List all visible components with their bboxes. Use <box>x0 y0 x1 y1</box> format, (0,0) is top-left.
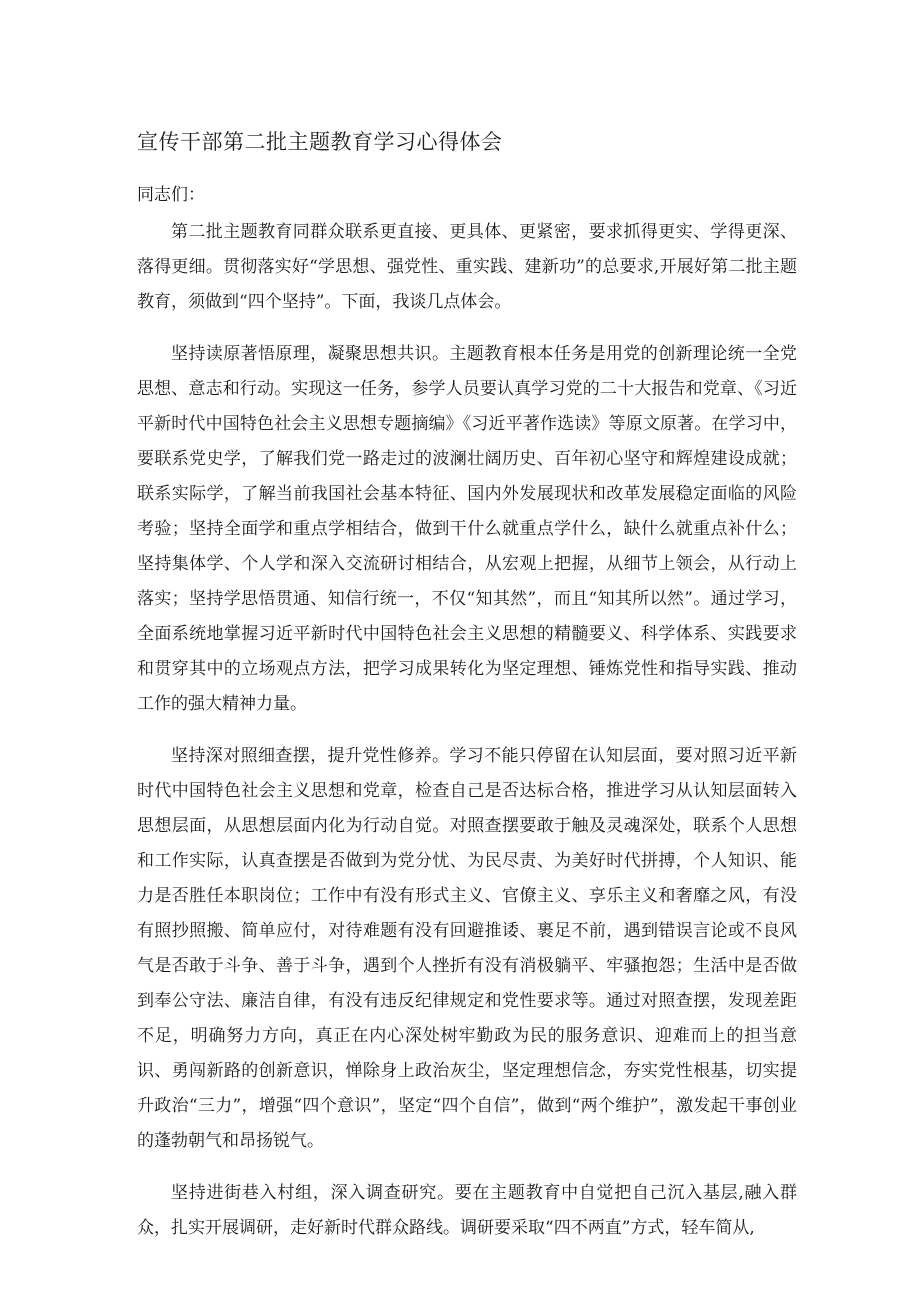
document-body <box>137 215 797 1263</box>
document-title: 宣传干部第二批主题教育学习心得体会 <box>137 130 503 154</box>
paragraph-study-original-works: 坚持读原著悟原理，凝聚思想共识。主题教育根本任务是用党的创新理论统一全党思想、意志和行动。实现这一任务，参学人员要认真学习党的二十大报告和党章、《习近平新时代中国特色社会主义思想专题摘编》《习近平著作选读》等原文原著。在学习中，要联系党史学，了解我们党一路走过的波澜壮阔历史、百年初心坚守和辉煌建设成就；联系实际学，了解当前我国社会基本特征、国内外发展现状和改革发展稳定面临的风险考验；坚持全面学和重点学相结合，做到干什么就重点学什么，缺什么就重点补什么；坚持集体学、个人学和深入交流研讨相结合，从宏观上把握，从细节上领会，从行动上落实；坚持学思悟贯通、知信行统一，不仅“知其然”，而且“知其所以然”。通过学习，全面系统地掌握习近平新时代中国特色社会主义思想的精髓要义、科学体系、实践要求和贯穿其中的立场观点方法，把学习成果转化为坚定理想、锤炼党性和指导实践、推动工作的强大精神力量。 <box>137 344 797 714</box>
paragraph-field-research: 坚持进街巷入村组，深入调查研究。要在主题教育中自觉把自己沉入基层,融入群众，扎实开展调研，走好新时代群众路线。调研要采取“四不两直”方式，轻车简从, <box>137 1183 797 1238</box>
salutation: 同志们： <box>137 185 205 205</box>
paragraph-self-examination: 坚持深对照细查摆，提升党性修养。学习不能只停留在认知层面，要对照习近平新时代中国特色社会主义思想和党章，检查自己是否达标合格，推进学习从认知层面转入思想层面，从思想层面内化为行动自觉。对照查摆要敢于触及灵魂深处，联系个人思想和工作实际，认真查摆是否做到为党分忧、为民尽责、为美好时代拼搏，个人知识、能力是否胜任本职岗位；工作中有没有形式主义、官僚主义、享乐主义和奢靡之风，有没有照抄照搬、简单应付，对待难题有没有回避推诿、裹足不前，遇到错误言论或不良风气是否敢于斗争、善于斗争，遇到个人挫折有没有消极躺平、牢骚抱怨；生活中是否做到奉公守法、廉洁自律，有没有违反纪律规定和党性要求等。通过对照查摆，发现差距不足，明确努力方向，真正在内心深处树牢勤政为民的服务意识、迎难而上的担当意识、勇闯新路的创新意识，惮除身上政治灰尘，坚定理想信念，夯实党性根基，切实提升政治“三力”，增强“四个意识”，坚定“四个自信”，做到“两个维护”，激发起干事创业的蓬勃朝气和昂扬锐气。 <box>137 746 797 1151</box>
paragraph-intro: 第二批主题教育同群众联系更直接、更具体、更紧密，要求抓得更实、学得更深、落得更细。贯彻落实好“学思想、强党性、重实践、建新功”的总要求,开展好第二批主题教育，须做到“四个坚持”。下面，我谈几点体会。 <box>137 222 797 312</box>
